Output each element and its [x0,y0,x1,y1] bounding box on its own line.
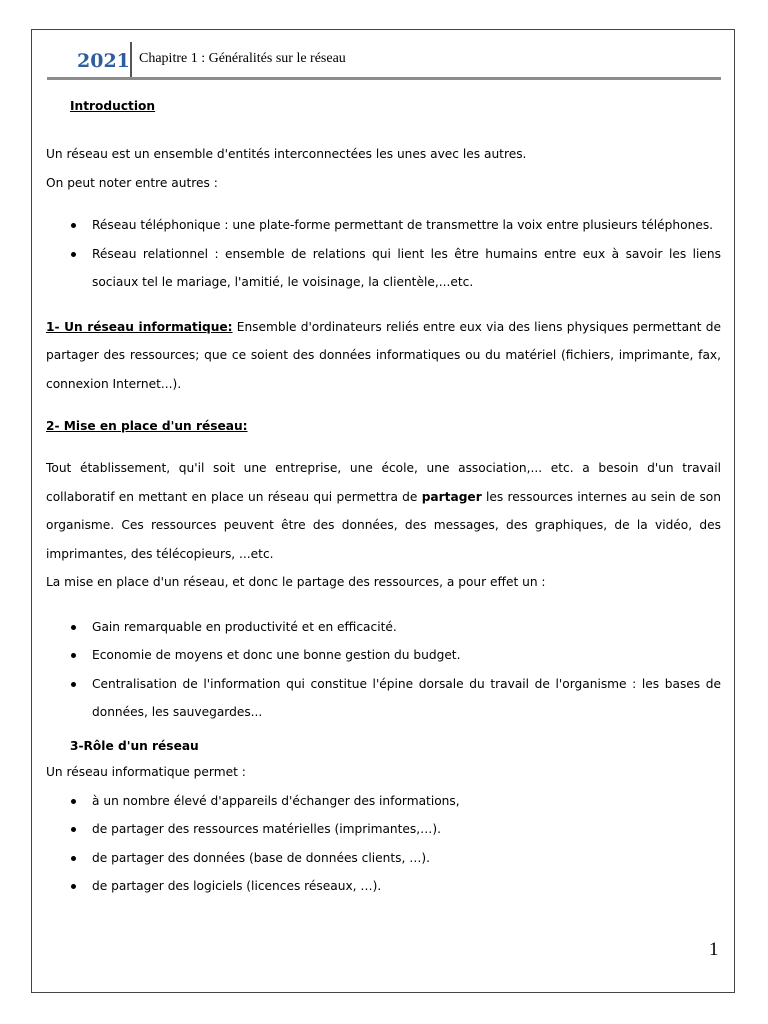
intro-paragraph-2: On peut noter entre autres : [46,175,218,190]
section3-intro: Un réseau informatique permet : [46,764,246,779]
intro-bullet-list [46,211,721,297]
header-year: 2021 [77,50,130,72]
intro-title: Introduction [70,99,156,113]
section2-text-a: Tout établissement, qu'il soit une entreprise, une école, une association,... etc. a besoin d'un travail collaboratif en mettant en place un réseau qui permettra de [46,461,721,504]
list-item: Economie de moyens et donc une bonne gestion du budget. [46,641,721,670]
page-number: 1 [709,939,719,960]
section1-paragraph [46,313,721,399]
section2-paragraph-1 [46,454,721,568]
list-item: Centralisation de l'information qui constitue l'épine dorsale du travail de l'organisme : les bases de données, les sauvegardes... [46,670,721,727]
section1-title: 1- Un réseau informatique: [46,319,233,334]
list-item: Gain remarquable en productivité et en efficacité. [46,613,721,642]
document-body [46,96,721,901]
section3-bullet-list [46,787,721,901]
intro-paragraph-1: Un réseau est un ensemble d'entités interconnectées les unes avec les autres. [46,147,527,161]
section2-title: 2- Mise en place d'un réseau: [46,419,248,433]
list-item: Réseau relationnel : ensemble de relations qui lient les être humains entre eux à savoir les liens sociaux tel le mariage, l'amitié, le voisinage, la clientèle,...etc. [46,240,721,297]
section1-text: Ensemble d'ordinateurs reliés entre eux via des liens physiques permettant de partager des ressources; que ce soient des données informatiques ou du matériel (fichiers, imprimante, fax, connexion Internet...). [46,319,722,391]
header-rule [47,77,721,80]
list-item: à un nombre élevé d'appareils d'échanger des informations, [46,787,721,816]
list-item: Réseau téléphonique : une plate-forme permettant de transmettre la voix entre plusieurs téléphones. [46,211,721,240]
header-chapter-title: Chapitre 1 : Généralités sur le réseau [139,51,346,66]
section3-title: 3-Rôle d'un réseau [70,738,199,753]
header-separator [130,42,132,78]
list-item: de partager des ressources matérielles (imprimantes,…). [46,815,721,844]
section2-bullet-list [46,613,721,727]
section2-paragraph-2: La mise en place d'un réseau, et donc le partage des ressources, a pour effet un : [46,575,546,589]
list-item: de partager des données (base de données clients, …). [46,844,721,873]
section2-bold-word: partager [421,489,482,504]
page-header [47,42,721,80]
section2-text-b: les ressources internes au sein de son organisme. Ces ressources peuvent être des données, des messages, des graphiques, de la vidéo, des imprimantes, des télécopieurs, ...etc. [46,489,721,561]
list-item: de partager des logiciels (licences réseaux, …). [46,872,721,901]
